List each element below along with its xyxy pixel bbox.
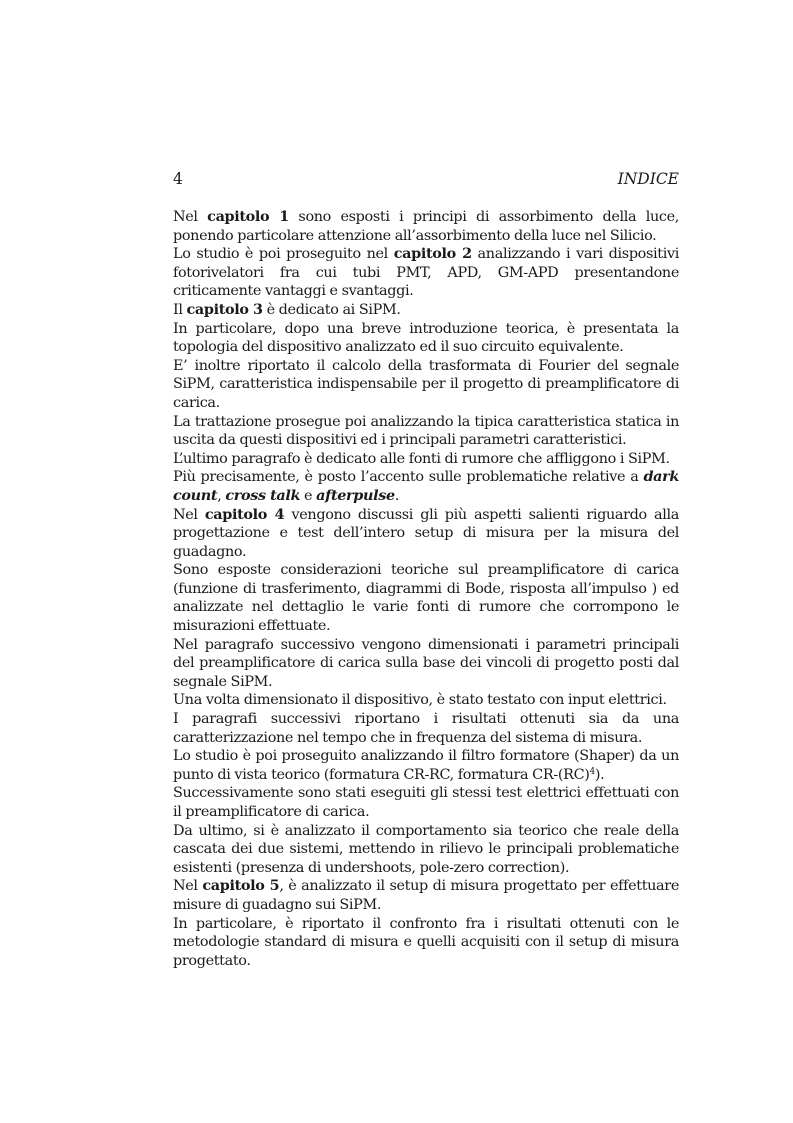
paragraph-chapter-1: Nel capitolo 1 sono esposti i principi di assorbimento della luce, ponendo particolare attenzione all’assorbimento della luce nel Silicio. [173, 208, 680, 244]
paragraph-chapter-5: Nel capitolo 5, è analizzato il setup di misura progettato per effettuare misure di guadagno sui SiPM. [173, 877, 679, 913]
paragraph: Nel paragrafo successivo vengono dimensionati i parametri principali del preamplificatore di carica sulla base dei vincoli di progetto posti dal segnale SiPM. [173, 636, 679, 690]
paragraph: E’ inoltre riportato il calcolo della trasformata di Fourier del segnale SiPM, caratteristica indispensabile per il progetto di preamplificatore di carica. [173, 357, 679, 411]
chapter-1-ref: capitolo 1 [207, 208, 289, 225]
paragraph-chapter-2: Lo studio è poi proseguito nel capitolo 2 analizzando i vari dispositivi fotorivelatori fra cui tubi PMT, APD, GM-APD presentandone criticamente vantaggi e svantaggi. [173, 245, 679, 300]
paragraph: Sono esposte considerazioni teoriche sul preamplificatore di carica (funzione di trasferimento, diagrammi di Bode, risposta all’impulso ) ed analizzate nel dettaglio le varie fonti di rumore che corrompono le misurazioni effettuate. [173, 562, 679, 635]
running-head: INDICE [617, 170, 679, 188]
chapter-5-ref: capitolo 5 [202, 877, 280, 895]
chapter-2-ref: capitolo 2 [393, 245, 472, 263]
paragraph: Successivamente sono stati eseguiti gli stessi test elettrici effettuati con il preamplificatore di carica. [173, 785, 679, 820]
superscript: 4 [589, 766, 595, 777]
chapter-3-ref: capitolo 3 [186, 300, 263, 318]
paragraph: La trattazione prosegue poi analizzando la tipica caratteristica statica in uscita da questi dispositivi ed i principali parametri caratteristici. [173, 413, 679, 449]
body-text [173, 208, 679, 970]
chapter-4-ref: capitolo 4 [204, 505, 285, 523]
paragraph: L’ultimo paragrafo è dedicato alle fonti di rumore che affliggono i SiPM. [173, 450, 670, 467]
paragraph-chapter-3: Il capitolo 3 è dedicato ai SiPM. [173, 300, 401, 318]
paragraph: I paragrafi successivi riportano i risultati ottenuti sia da una caratterizzazione nel tempo che in frequenza del sistema di misura. [173, 711, 679, 746]
term-dark-count: dark count [173, 468, 679, 504]
page-number: 4 [173, 170, 183, 188]
paragraph-chapter-4: Nel capitolo 4 vengono discussi gli più aspetti salienti riguardo alla progettazione e test dell’intero setup di misura per la misura del guadagno. [173, 505, 679, 560]
paragraph-noise: Più precisamente, è posto l’accento sulle problematiche relative a dark count, cross talk e afterpulse. [173, 468, 679, 504]
paragraph-shaper: Lo studio è poi proseguito analizzando il filtro formatore (Shaper) da un punto di vista teorico (formatura CR-RC, formatura CR-(RC)$^4$). [173, 748, 679, 783]
page-header [173, 168, 679, 190]
term-afterpulse: afterpulse [316, 486, 395, 504]
term-cross-talk: cross talk [225, 486, 301, 504]
paragraph: In particolare, è riportato il confronto fra i risultati ottenuti con le metodologie standard di misura e quelli acquisiti con il setup di misura progettato. [173, 915, 679, 969]
paragraph: In particolare, dopo una breve introduzione teorica, è presentata la topologia del dispositivo analizzato ed il suo circuito equivalente. [173, 320, 679, 356]
paragraph: Da ultimo, si è analizzato il comportamento sia teorico che reale della cascata dei due sistemi, mettendo in rilievo le principali problematiche esistenti (presenza di undershoots, pole-zero correction). [173, 822, 679, 876]
paragraph: Una volta dimensionato il dispositivo, è stato testato con input elettrici. [173, 692, 667, 709]
